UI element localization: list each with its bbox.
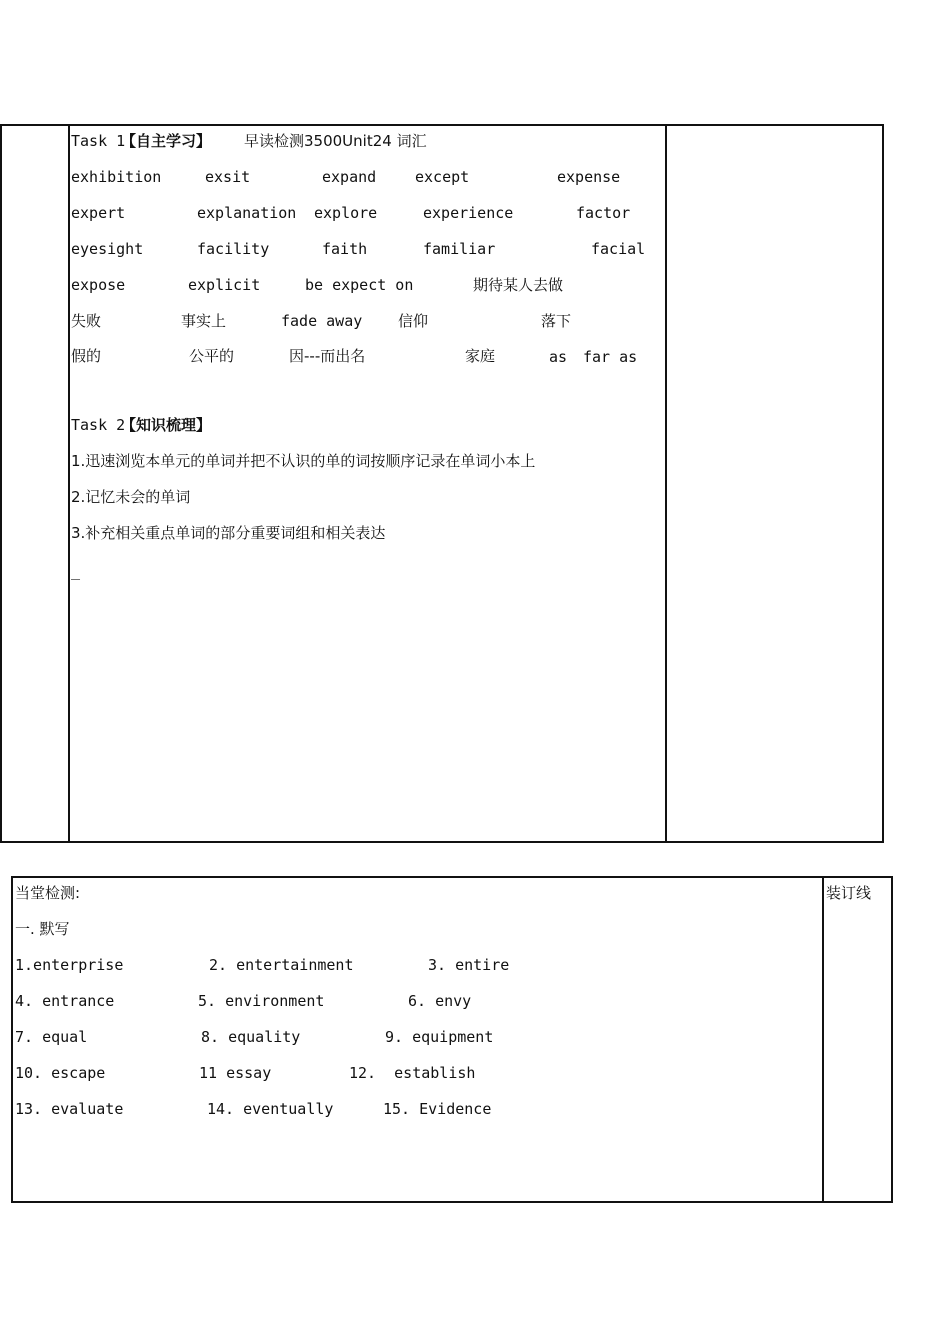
dictation-item: 10. escape (15, 1064, 106, 1082)
task2-item: 3.补充相关重点单词的部分重要词组和相关表达 (71, 524, 386, 542)
vocab-word: 假的 (71, 347, 102, 365)
task2-title: 【知识梳理】 (121, 416, 212, 434)
vocab-word: be expect on (305, 276, 414, 294)
vocab-word: expose (71, 276, 126, 294)
vocab-word: expert (71, 204, 126, 222)
vocab-word: 期待某人去做 (473, 276, 564, 294)
side-label: 装订线 (826, 884, 872, 902)
vocab-word: explicit (188, 276, 261, 294)
cursor-mark: _ (71, 562, 81, 580)
dictation-item: 2. entertainment (209, 956, 354, 974)
task2-prefix: Task 2 (71, 416, 126, 434)
upper-table (0, 124, 884, 843)
dictation-item: 5. environment (198, 992, 325, 1010)
vocab-word: expand (322, 168, 377, 186)
task2-item: 2.记忆未会的单词 (71, 488, 191, 506)
upper-table-divider-left (68, 124, 70, 843)
vocab-word: far as (583, 348, 638, 366)
vocab-word: 公平的 (189, 347, 235, 365)
vocab-word: 信仰 (398, 312, 429, 330)
dictation-item: 4. entrance (15, 992, 115, 1010)
upper-table-divider-right (665, 124, 667, 843)
vocab-word: as (549, 348, 568, 366)
dictation-item: 11 essay (199, 1064, 272, 1082)
vocab-word: factor (576, 204, 631, 222)
dictation-item: 13. evaluate (15, 1100, 124, 1118)
task2-item: 1.迅速浏览本单元的单词并把不认识的单的词按顺序记录在单词小本上 (71, 452, 536, 470)
vocab-word: except (415, 168, 470, 186)
task1-prefix: Task 1 (71, 132, 126, 150)
vocab-word: 落下 (541, 312, 572, 330)
vocab-word: facial (591, 240, 646, 258)
vocab-word: expense (557, 168, 621, 186)
vocab-word: 因---而出名 (289, 347, 366, 365)
check-section: 一. 默写 (15, 920, 70, 938)
vocab-word: experience (423, 204, 514, 222)
dictation-item: 9. equipment (385, 1028, 494, 1046)
dictation-item: 12. establish (349, 1064, 476, 1082)
vocab-word: 家庭 (465, 347, 496, 365)
dictation-item: 6. envy (408, 992, 472, 1010)
vocab-word: explanation (197, 204, 297, 222)
vocab-word: exhibition (71, 168, 162, 186)
dictation-item: 15. Evidence (383, 1100, 492, 1118)
dictation-item: 3. entire (428, 956, 510, 974)
vocab-word: eyesight (71, 240, 144, 258)
vocab-word: exsit (205, 168, 251, 186)
dictation-item: 7. equal (15, 1028, 88, 1046)
vocab-word: fade away (281, 312, 363, 330)
vocab-word: facility (197, 240, 270, 258)
vocab-word: faith (322, 240, 368, 258)
check-title: 当堂检测: (15, 884, 81, 902)
lower-table-divider (822, 876, 824, 1203)
vocab-word: 失败 (71, 312, 102, 330)
dictation-item: 14. eventually (207, 1100, 334, 1118)
vocab-word: 事实上 (181, 312, 227, 330)
dictation-item: 8. equality (201, 1028, 301, 1046)
task1-title: 【自主学习】 (121, 132, 212, 150)
task1-subtitle: 早读检测3500Unit24 词汇 (244, 132, 427, 150)
vocab-word: explore (314, 204, 378, 222)
dictation-item: 1.enterprise (15, 956, 124, 974)
vocab-word: familiar (423, 240, 496, 258)
